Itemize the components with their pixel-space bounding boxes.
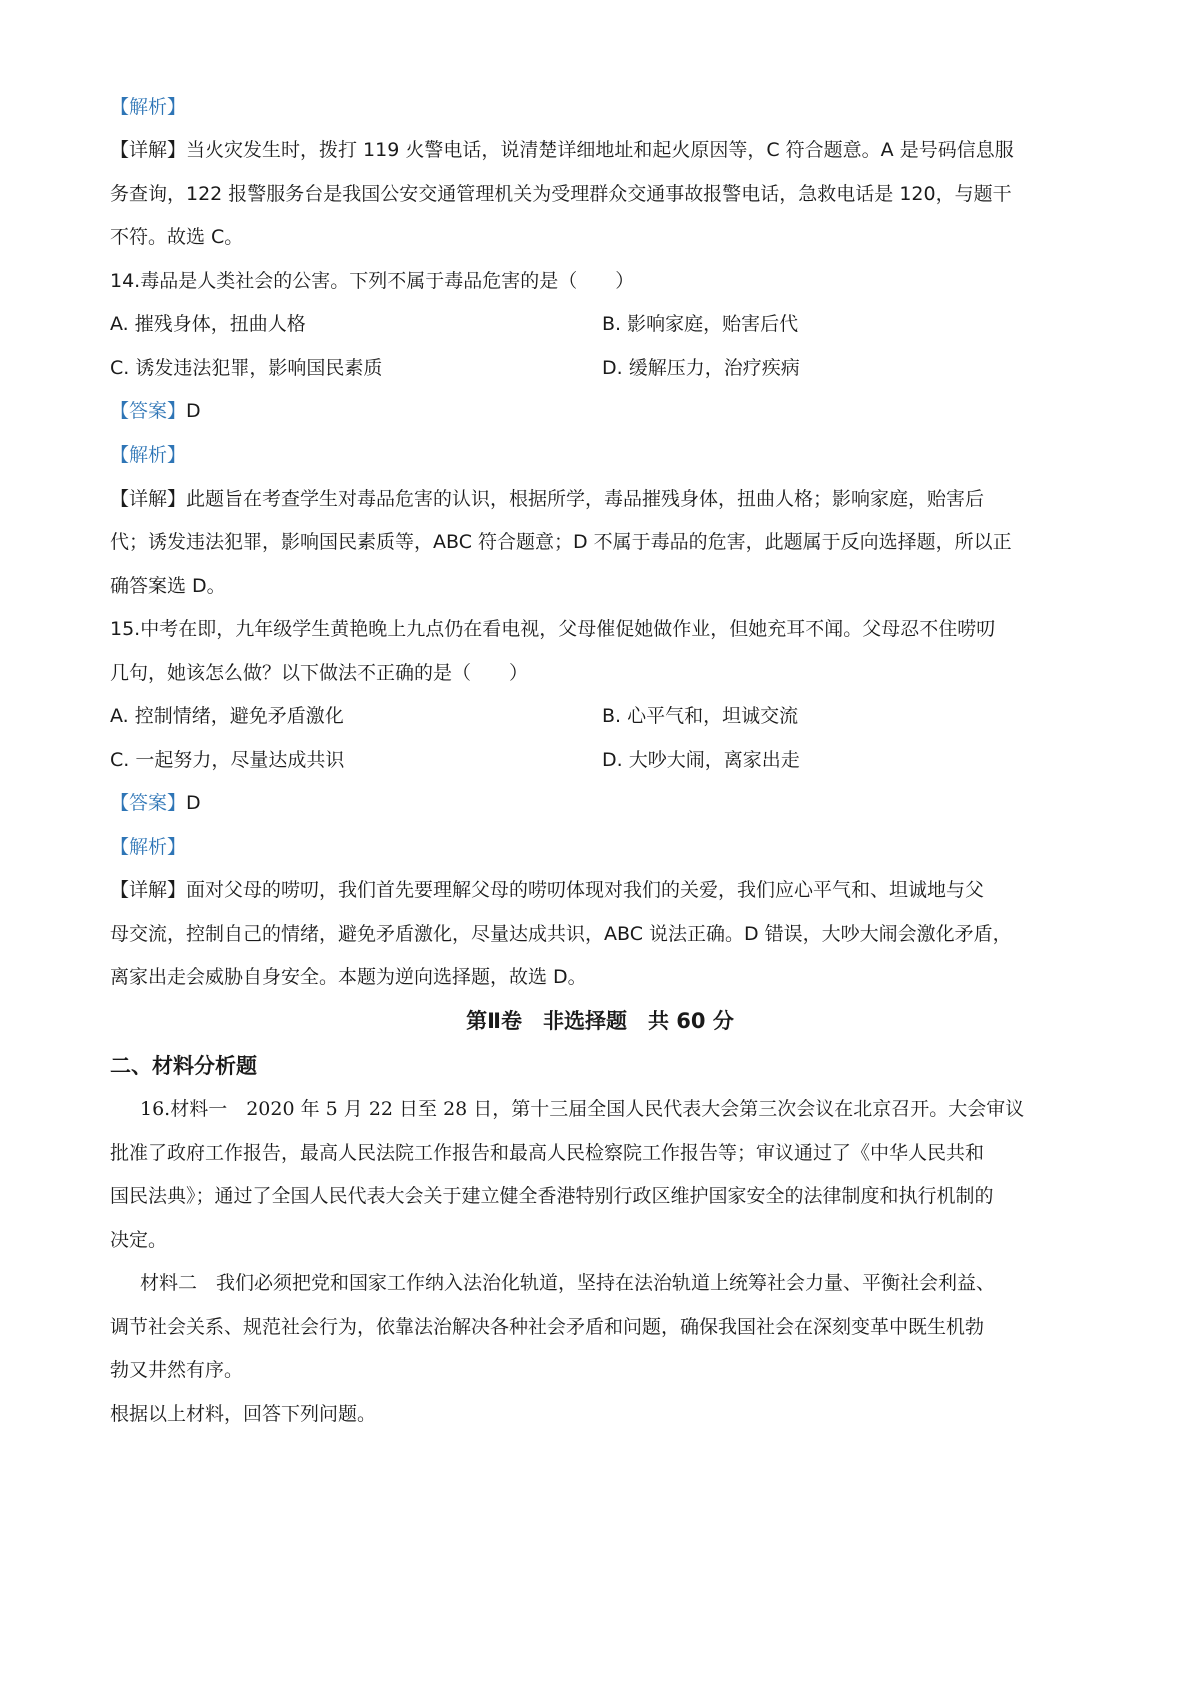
q16-material1-line-2: 批准了政府工作报告，最高人民法院工作报告和最高人民检察院工作报告等；审议通过了《中华人民共和	[110, 1142, 985, 1164]
q15-stem-line-1: 15.中考在即，九年级学生黄艳晚上九点仍在看电视，父母催促她做作业，但她充耳不闻。父母忍不住唠叨	[110, 618, 996, 640]
q15-stem-line-2: 几句，她该怎么做？以下做法不正确的是（ ）	[110, 662, 529, 684]
q16-material1-line-3: 国民法典》；通过了全国人民代表大会关于建立健全香港特别行政区维护国家安全的法律制度和执行机制的	[110, 1185, 994, 1207]
q14-option-c: C. 诱发违法犯罪，影响国民素质	[110, 357, 383, 379]
q13-analysis-tag: 【解析】	[110, 96, 187, 118]
q14-detail-line-2: 代；诱发违法犯罪，影响国民素质等，ABC 符合题意；D 不属于毒品的危害，此题属于反向选择题，所以正	[110, 531, 1012, 553]
q14-analysis-tag: 【解析】	[110, 444, 187, 466]
q15-detail-line-2: 母交流，控制自己的情绪，避免矛盾激化，尽量达成共识，ABC 说法正确。D 错误，大吵大闹会激化矛盾，	[110, 923, 1012, 945]
q16-material1-line-1: 16.材料一 2020 年 5 月 22 日至 28 日，第十三届全国人民代表大会第三次会议在北京召开。大会审议	[140, 1098, 1025, 1120]
q14-stem: 14.毒品是人类社会的公害。下列不属于毒品危害的是（ ）	[110, 270, 635, 292]
q16-material2-line-1: 材料二 我们必须把党和国家工作纳入法治化轨道，坚持在法治轨道上统筹社会力量、平衡社会利益、	[140, 1272, 996, 1294]
q15-answer-line	[110, 790, 1100, 816]
volume-title: 第Ⅱ卷 非选择题 共 60 分	[466, 1009, 734, 1033]
q13-detail-line-3: 不符。故选 C。	[110, 226, 244, 248]
q13-detail-line-1: 【详解】当火灾发生时，拨打 119 火警电话，说清楚详细地址和起火原因等，C 符合题意。A 是号码信息服	[110, 139, 1014, 161]
q16-material1-line-4: 决定。	[110, 1229, 168, 1251]
q14-detail-line-3: 确答案选 D。	[110, 575, 226, 597]
q14-option-a: A. 摧残身体，扭曲人格	[110, 313, 306, 335]
q16-material2-line-3: 勃又井然有序。	[110, 1359, 244, 1381]
q15-option-d: D. 大吵大闹，离家出走	[602, 749, 800, 771]
q13-detail-line-2: 务查询，122 报警服务台是我国公安交通管理机关为受理群众交通事故报警电话，急救电话是 120，与题干	[110, 183, 1012, 205]
q15-detail-line-3: 离家出走会威胁自身安全。本题为逆向选择题，故选 D。	[110, 966, 587, 988]
q14-answer-value: D	[186, 400, 201, 422]
q15-answer-value: D	[186, 792, 201, 814]
q14-option-d: D. 缓解压力，治疗疾病	[602, 357, 800, 379]
part-title: 二、材料分析题	[110, 1054, 257, 1078]
q15-answer-tag: 【答案】	[110, 792, 187, 814]
q15-detail-line-1: 【详解】面对父母的唠叨，我们首先要理解父母的唠叨体现对我们的关爱，我们应心平气和、坦诚地与父	[110, 879, 985, 901]
q14-answer-tag: 【答案】	[110, 400, 187, 422]
q15-option-c: C. 一起努力，尽量达成共识	[110, 749, 345, 771]
q14-detail-line-1: 【详解】此题旨在考查学生对毒品危害的认识，根据所学，毒品摧残身体，扭曲人格；影响家庭，贻害后	[110, 488, 985, 510]
q14-option-b: B. 影响家庭，贻害后代	[602, 313, 799, 335]
q15-option-b: B. 心平气和，坦诚交流	[602, 705, 799, 727]
q15-analysis-tag: 【解析】	[110, 836, 187, 858]
q15-option-a: A. 控制情绪，避免矛盾激化	[110, 705, 344, 727]
q16-material2-line-2: 调节社会关系、规范社会行为，依靠法治解决各种社会矛盾和问题，确保我国社会在深刻变革中既生机勃	[110, 1316, 985, 1338]
q14-answer-line	[110, 398, 1100, 424]
q16-prompt: 根据以上材料，回答下列问题。	[110, 1403, 377, 1425]
